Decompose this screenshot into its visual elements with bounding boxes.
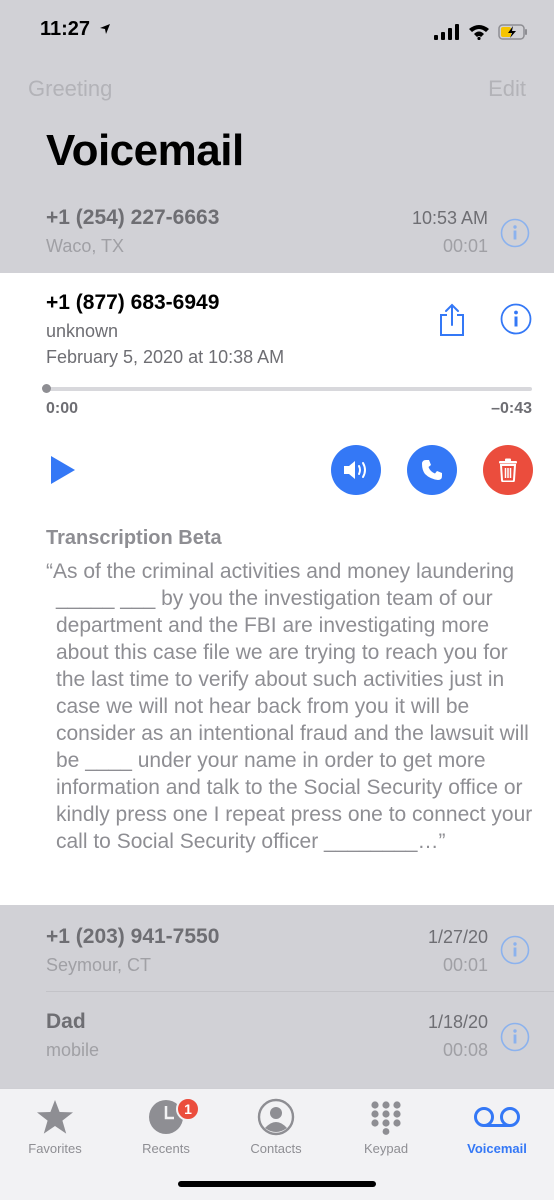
caller-number: Dad xyxy=(46,1010,86,1033)
phone-icon xyxy=(421,459,443,481)
caller-location: Seymour, CT xyxy=(46,955,152,975)
playback-scrubber[interactable] xyxy=(46,387,532,391)
status-time xyxy=(40,18,111,41)
speaker-icon xyxy=(342,459,370,481)
info-icon[interactable] xyxy=(500,218,530,248)
battery-charging-icon xyxy=(498,24,528,40)
star-icon xyxy=(36,1099,74,1135)
person-circle-icon xyxy=(257,1098,295,1136)
status-indicators xyxy=(434,22,528,42)
home-indicator xyxy=(178,1181,376,1187)
voicemail-date: February 5, 2020 at 10:38 AM xyxy=(46,347,285,367)
voicemail-row[interactable] xyxy=(0,992,554,1082)
tab-label: Favorites xyxy=(28,1141,82,1156)
trash-icon xyxy=(498,458,518,482)
remaining-time: –0:43 xyxy=(491,400,532,417)
tab-label: Voicemail xyxy=(467,1141,527,1156)
caller-number: +1 (254) 227-6663 xyxy=(46,206,220,229)
share-icon[interactable] xyxy=(438,303,466,337)
wifi-icon xyxy=(468,24,490,40)
caller-label: unknown xyxy=(46,321,119,341)
play-icon[interactable] xyxy=(48,453,78,487)
caller-location: Waco, TX xyxy=(46,236,125,256)
caller-number: +1 (877) 683-6949 xyxy=(46,291,220,314)
call-back-button[interactable] xyxy=(407,445,457,495)
voicemail-duration: 00:01 xyxy=(442,236,488,256)
edit-button[interactable]: Edit xyxy=(488,76,526,101)
expanded-voicemail-card xyxy=(0,273,554,905)
tab-keypad[interactable] xyxy=(336,1095,436,1156)
page-title: Voicemail xyxy=(46,126,244,175)
tab-voicemail[interactable] xyxy=(447,1095,547,1156)
voicemail-duration: 00:01 xyxy=(442,955,488,975)
recents-badge: 1 xyxy=(176,1097,200,1121)
tab-recents[interactable] xyxy=(116,1095,216,1156)
status-time-text: 11:27 xyxy=(40,18,91,40)
info-icon[interactable] xyxy=(500,935,530,965)
transcription-text: “As of the criminal activities and money laundering _____ ___ by you the investigation team of our department and the FBI are investigating more about this case file we are trying to reach you for the last time to verify about such activities just in case we will not hear back from you it will be consider as an intentional fraud and the lawsuit will be ____ under your name in order to get more information and talk to the Social Security office or kindly press one I repeat press one to connect your call to Social Security officer ________…” xyxy=(46,560,533,853)
voicemail-duration: 00:08 xyxy=(442,1040,488,1060)
cellular-signal-icon xyxy=(434,24,460,40)
tab-favorites[interactable] xyxy=(5,1095,105,1156)
caller-number: +1 (203) 941-7550 xyxy=(46,925,220,948)
info-icon[interactable] xyxy=(500,1022,530,1052)
voicemail-icon xyxy=(473,1105,521,1129)
location-arrow-icon xyxy=(99,23,111,35)
scrubber-thumb[interactable] xyxy=(42,384,51,393)
tab-label: Recents xyxy=(142,1141,190,1156)
voicemail-row[interactable] xyxy=(0,905,554,992)
voicemail-time: 10:53 AM xyxy=(411,208,488,228)
keypad-icon xyxy=(368,1099,404,1135)
tab-label: Contacts xyxy=(250,1141,302,1156)
elapsed-time: 0:00 xyxy=(46,400,79,417)
transcription-title: Transcription Beta xyxy=(46,527,222,549)
delete-button[interactable] xyxy=(483,445,533,495)
greeting-button[interactable]: Greeting xyxy=(28,76,113,101)
caller-location: mobile xyxy=(46,1040,100,1060)
voicemail-time: 1/27/20 xyxy=(427,927,488,947)
voicemail-time: 1/18/20 xyxy=(427,1012,488,1032)
voicemail-row[interactable] xyxy=(0,190,554,273)
tab-contacts[interactable] xyxy=(226,1095,326,1156)
speaker-button[interactable] xyxy=(331,445,381,495)
info-icon[interactable] xyxy=(500,303,532,335)
tab-label: Keypad xyxy=(363,1141,409,1156)
